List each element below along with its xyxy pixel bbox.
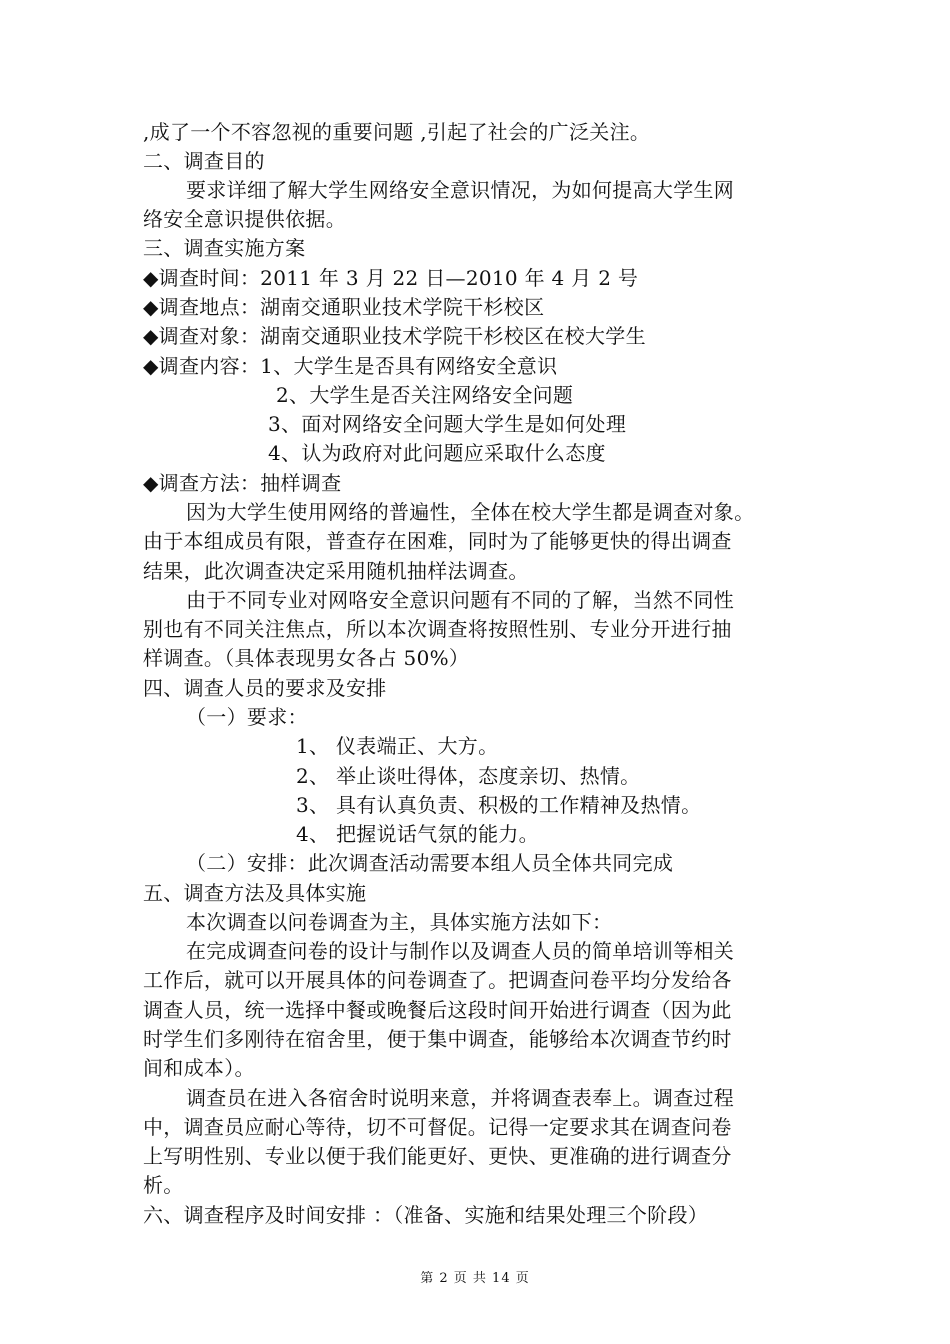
paragraph-line: 由于本组成员有限，普查存在困难，同时为了能够更快的得出调查 xyxy=(143,529,732,553)
subsection-heading: （一）要求： xyxy=(186,705,308,729)
paragraph-line: 样调查。（具体表现男女各占 50%） xyxy=(143,646,470,670)
paragraph-line: 因为大学生使用网络的普遍性，全体在校大学生都是调查对象。 xyxy=(186,500,755,524)
bullet-item: ◆调查地点：湖南交通职业技术学院干杉校区 xyxy=(143,295,545,319)
paragraph-line: 调查人员，统一选择中餐或晚餐后这段时间开始进行调查（因为此 xyxy=(143,998,732,1022)
section-heading: 二、调查目的 xyxy=(143,149,265,173)
list-item: 3、面对网络安全问题大学生是如何处理 xyxy=(268,412,627,436)
paragraph-line: 要求详细了解大学生网络安全意识情况，为如何提高大学生网 xyxy=(186,178,735,202)
paragraph-line: 析。 xyxy=(143,1173,184,1197)
paragraph-line: 工作后，就可以开展具体的问卷调查了。把调查问卷平均分发给各 xyxy=(143,968,732,992)
list-item: 4、认为政府对此问题应采取什么态度 xyxy=(268,441,606,465)
list-item: 2、大学生是否关注网络安全问题 xyxy=(276,383,574,407)
paragraph-line: 结果，此次调查决定采用随机抽样法调查。 xyxy=(143,559,529,583)
paragraph-line: ,成了一个不容忽视的重要问题 ,引起了社会的广泛关注。 xyxy=(143,120,651,144)
section-heading: 五、调查方法及具体实施 xyxy=(143,881,367,905)
paragraph-line: 由于不同专业对网咯安全意识问题有不同的了解，当然不同性 xyxy=(186,588,735,612)
paragraph-line: 本次调查以问卷调查为主，具体实施方法如下： xyxy=(186,910,613,934)
paragraph-line: 中，调查员应耐心等待，切不可督促。记得一定要求其在调查问卷 xyxy=(143,1115,732,1139)
bullet-item: ◆调查对象：湖南交通职业技术学院干杉校区在校大学生 xyxy=(143,324,646,348)
list-item: 1、 仪表端正、大方。 xyxy=(296,734,499,758)
subsection-heading: （二）安排：此次调查活动需要本组人员全体共同完成 xyxy=(186,851,674,875)
section-heading: 六、调查程序及时间安排 ：（准备、实施和结果处理三个阶段） xyxy=(143,1203,709,1227)
bullet-item: ◆调查时间：2011 年 3 月 22 日—2010 年 4 月 2 号 xyxy=(143,266,639,290)
paragraph-line: 别也有不同关注焦点，所以本次调查将按照性别、专业分开进行抽 xyxy=(143,617,732,641)
bullet-item: ◆调查方法：抽样调查 xyxy=(143,471,342,495)
paragraph-line: 在完成调查问卷的设计与制作以及调查人员的简单培训等相关 xyxy=(186,939,735,963)
bullet-item: ◆调查内容：1、大学生是否具有网络安全意识 xyxy=(143,354,558,378)
list-item: 2、 举止谈吐得体，态度亲切、热情。 xyxy=(296,764,641,788)
paragraph-line: 调查员在进入各宿舍时说明来意，并将调查表奉上。调查过程 xyxy=(186,1086,735,1110)
list-item: 4、 把握说话气氛的能力。 xyxy=(296,822,539,846)
paragraph-line: 络安全意识提供依据。 xyxy=(143,207,346,231)
section-heading: 三、调查实施方案 xyxy=(143,236,306,260)
paragraph-line: 时学生们多刚待在宿舍里，便于集中调查，能够给本次调查节约时 xyxy=(143,1027,732,1051)
section-heading: 四、调查人员的要求及安排 xyxy=(143,676,387,700)
paragraph-line: 间和成本）。 xyxy=(143,1056,255,1080)
list-item: 3、 具有认真负责、积极的工作精神及热情。 xyxy=(296,793,702,817)
paragraph-line: 上写明性别、专业以便于我们能更好、更快、更准确的进行调查分 xyxy=(143,1144,732,1168)
page-footer: 第 2 页 共 14 页 xyxy=(420,1271,530,1286)
